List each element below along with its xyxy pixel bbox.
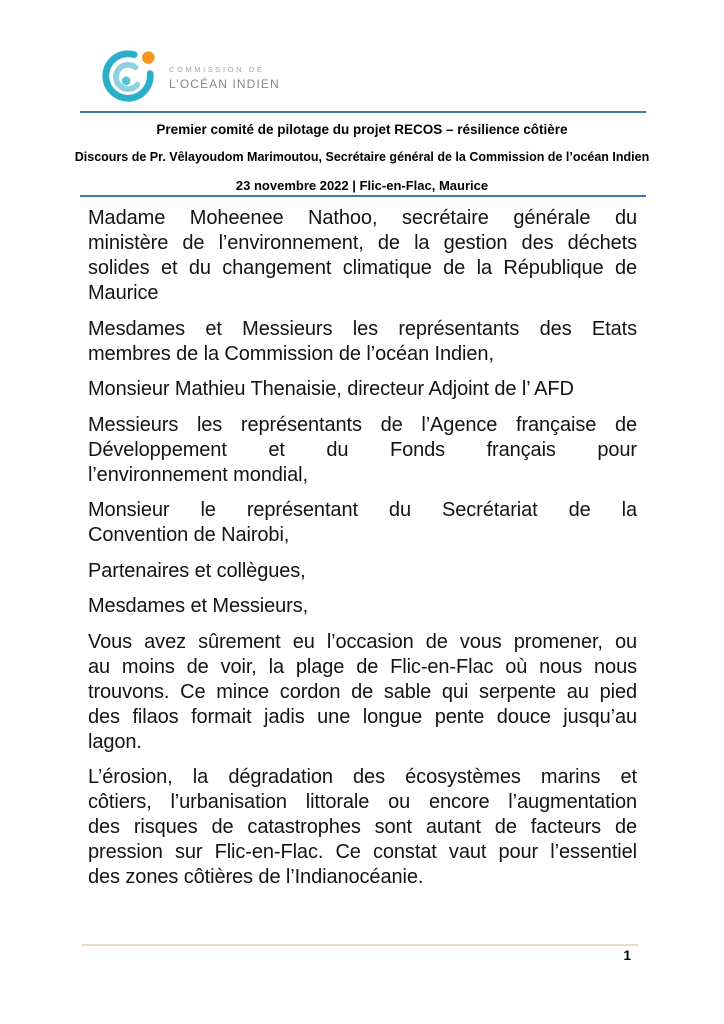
paragraph-line: Monsieur le représentant du Secrétariat de la <box>88 499 637 521</box>
doc-date-location: 23 novembre 2022 | Flic-en-Flac, Maurice <box>235 178 489 193</box>
page-number: 1 <box>623 948 631 963</box>
logo-org-name-top: COMMISSION DE <box>169 65 265 74</box>
paragraph-line: au moins de voir, la plage de Flic-en-Flac où nous nous <box>88 655 637 678</box>
paragraph-line: pression sur Flic-en-Flac. Ce constat vaut pour l’essentiel <box>88 841 637 863</box>
paragraph <box>88 765 637 890</box>
paragraph <box>88 498 637 548</box>
paragraph-line: côtiers, l’urbanisation littorale ou encore l’augmentation <box>88 791 637 813</box>
footer-rule <box>82 944 638 946</box>
paragraph-line: Messieurs les représentants de l’Agence française de <box>88 413 637 436</box>
paragraph <box>88 377 637 402</box>
paragraph-line: Maurice <box>88 282 159 304</box>
header-rule-top <box>80 111 646 113</box>
paragraph <box>88 317 637 367</box>
paragraph-line: Convention de Nairobi, <box>88 524 290 546</box>
coi-logo <box>100 46 280 104</box>
paragraph <box>88 413 637 488</box>
paragraph-line: lagon. <box>88 730 142 753</box>
paragraph-line: trouvons. Ce mince cordon de sable qui serpente au pied <box>88 680 637 703</box>
coi-logo-icon <box>100 46 158 104</box>
paragraph-line: Vous avez sûrement eu l’occasion de vous promener, ou <box>88 630 637 653</box>
paragraph-line: Mesdames et Messieurs les représentants des Etats <box>88 317 637 340</box>
paragraph-line: des risques de catastrophes sont autant de facteurs de <box>88 816 637 838</box>
paragraph-line: membres de la Commission de l’océan Indien, <box>88 342 494 365</box>
paragraph-line: solides et du changement climatique de la République de <box>88 257 637 279</box>
paragraph-line: des zones côtières de l’Indianocéanie. <box>88 866 424 888</box>
header-rule-bottom <box>80 195 646 197</box>
speech-body <box>88 206 637 901</box>
paragraph-line: Mesdames et Messieurs, <box>88 595 309 617</box>
paragraph <box>88 630 637 755</box>
paragraph-line: des filaos formait jadis une longue pente douce jusqu’au <box>88 705 637 728</box>
paragraph-line: Monsieur Mathieu Thenaisie, directeur Adjoint de l’ AFD <box>88 378 574 400</box>
paragraph-line: Partenaires et collègues, <box>88 559 306 582</box>
paragraph-line: L’érosion, la dégradation des écosystèmes marins et <box>88 766 637 788</box>
paragraph-line: l’environnement mondial, <box>88 463 308 486</box>
coi-logo-text <box>169 59 280 91</box>
paragraph-line: Développement et du Fonds français pour <box>88 438 637 461</box>
paragraph <box>88 559 637 584</box>
paragraph <box>88 206 637 306</box>
logo-org-name-bottom: L’OCÉAN INDIEN <box>169 77 280 91</box>
doc-title: Premier comité de pilotage du projet RECOS – résilience côtière <box>156 122 568 137</box>
paragraph-line: ministère de l’environnement, de la gestion des déchets <box>88 232 637 254</box>
paragraph-line: Madame Moheenee Nathoo, secrétaire générale du <box>88 207 637 229</box>
paragraph <box>88 594 637 619</box>
doc-subtitle: Discours de Pr. Vêlayoudom Marimoutou, Secrétaire général de la Commission de l’océan Indien <box>74 150 650 164</box>
